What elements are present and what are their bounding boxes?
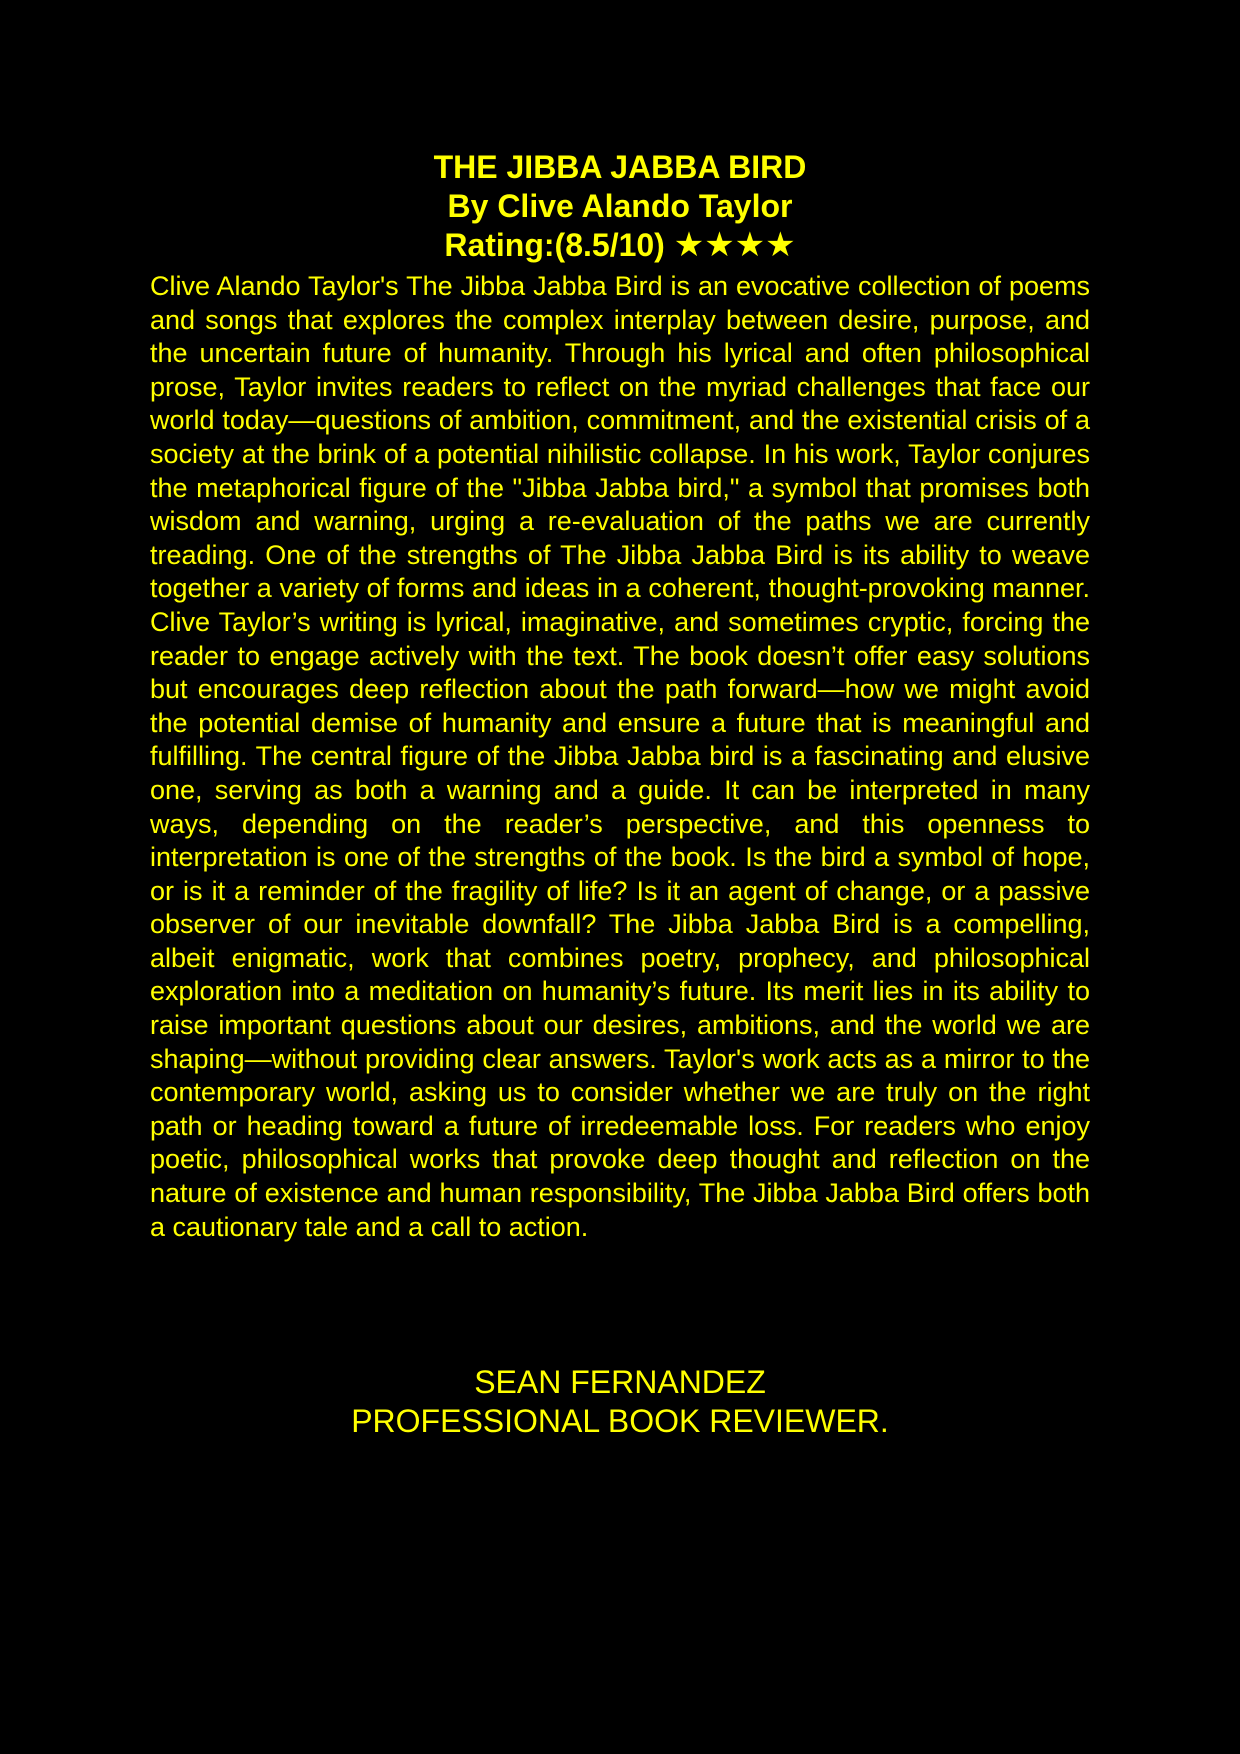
rating-label: Rating:(8.5/10): [444, 227, 665, 263]
rating-stars: ★★★★: [673, 225, 796, 265]
rating-line: [0, 226, 1240, 265]
review-header: [0, 148, 1240, 265]
reviewer-signature: [0, 1363, 1240, 1441]
book-title: THE JIBBA JABBA BIRD: [433, 149, 807, 185]
reviewer-role: PROFESSIONAL BOOK REVIEWER.: [351, 1403, 889, 1439]
review-body: Clive Alando Taylor's The Jibba Jabba Bird is an evocative collection of poems and songs that explores the complex interplay between desire, purpose, and the uncertain future of humanity. Through his lyrical and often philosophical prose, Taylor invites readers to reflect on the myriad challenges that face our world today—questions of ambition, commitment, and the existential crisis of a society at the brink of a potential nihilistic collapse. In his work, Taylor conjures the metaphorical figure of the "Jibba Jabba bird," a symbol that promises both wisdom and warning, urging a re-evaluation of the paths we are currently treading. One of the strengths of The Jibba Jabba Bird is its ability to weave together a variety of forms and ideas in a coherent, thought-provoking manner. Clive Taylor’s writing is lyrical, imaginative, and sometimes cryptic, forcing the reader to engage actively with the text. The book doesn’t offer easy solutions but encourages deep reflection about the path forward—how we might avoid the potential demise of humanity and ensure a future that is meaningful and fulfilling. The central figure of the Jibba Jabba bird is a fascinating and elusive one, serving as both a warning and a guide. It can be interpreted in many ways, depending on the reader’s perspective, and this openness to interpretation is one of the strengths of the book. Is the bird a symbol of hope, or is it a reminder of the fragility of life? Is it an agent of change, or a passive observer of our inevitable downfall? The Jibba Jabba Bird is a compelling, albeit enigmatic, work that combines poetry, prophecy, and philosophical exploration into a meditation on humanity’s future. Its merit lies in its ability to raise important questions about our desires, ambitions, and the world we are shaping—without providing clear answers. Taylor's work acts as a mirror to the contemporary world, asking us to consider whether we are truly on the right path or heading toward a future of irredeemable loss. For readers who enjoy poetic, philosophical works that provoke deep thought and reflection on the nature of existence and human responsibility, The Jibba Jabba Bird offers both a cautionary tale and a call to action.: [150, 271, 1090, 1242]
reviewer-name: SEAN FERNANDEZ: [474, 1364, 766, 1400]
book-author: By Clive Alando Taylor: [447, 188, 793, 224]
